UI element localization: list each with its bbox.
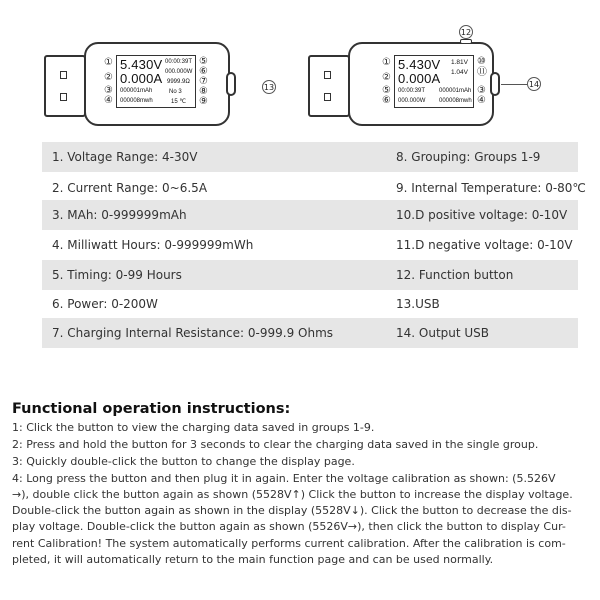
current-readout: 0.000A: [398, 71, 441, 86]
usb-hole: [60, 93, 67, 101]
spec-row: [42, 142, 578, 172]
usb-hole: [324, 71, 331, 79]
group-readout: No 3: [169, 89, 182, 95]
spec-right: 12. Function button: [396, 268, 514, 282]
current-readout: 0.000A: [120, 71, 163, 86]
spec-row: [42, 260, 578, 290]
time-readout: 00:00:39T: [165, 59, 193, 65]
spec-row: [42, 200, 578, 230]
lcd-screen-left: [116, 55, 196, 108]
spec-row: [42, 173, 586, 203]
spec-row: [42, 318, 578, 348]
mah-readout: 000001mAh: [120, 88, 153, 94]
dplus-readout: 1.81V: [451, 59, 468, 66]
spec-right: 9. Internal Temperature: 0-80℃: [396, 181, 586, 195]
output-port-left: [226, 72, 236, 96]
marker-2: ②: [104, 72, 113, 83]
marker-1: ①: [382, 57, 391, 68]
marker-7: ⑦: [199, 76, 208, 87]
spec-left: 3. MAh: 0-999999mAh: [52, 208, 187, 222]
marker-8: ⑧: [199, 86, 208, 97]
instruction-line: play voltage. Double-click the button again as shown (5526V→), then click the button to display Cur-: [12, 520, 566, 533]
time-readout: 00:00:39T: [398, 88, 426, 94]
marker-3: ③: [477, 85, 486, 96]
marker-6: ⑥: [199, 66, 208, 77]
output-port-right: [490, 72, 500, 96]
spec-row: [42, 289, 578, 319]
spec-left: 4. Milliwatt Hours: 0-999999mWh: [52, 238, 254, 252]
instructions-title: Functional operation instructions:: [12, 401, 291, 417]
mah-readout: 000001mAh: [439, 88, 472, 94]
spec-left: 5. Timing: 0-99 Hours: [52, 268, 182, 282]
voltage-readout: 5.430V: [120, 57, 163, 72]
mwh-readout: 000008mwh: [439, 98, 472, 104]
spec-left: 1. Voltage Range: 4-30V: [52, 150, 198, 164]
voltage-readout: 5.430V: [398, 57, 441, 72]
leader-line: [501, 84, 527, 85]
usb-hole: [324, 93, 331, 101]
dminus-readout: 1.04V: [451, 69, 468, 76]
marker-10: ⑩: [477, 56, 486, 67]
marker-5: ⑤: [382, 85, 391, 96]
marker-6: ⑥: [382, 95, 391, 106]
instruction-line: 2: Press and hold the button for 3 seconds to clear the charging data saved in the single group.: [12, 438, 539, 451]
marker-11: ⑪: [477, 67, 487, 78]
instruction-line: 4: Long press the button and then plug it in again. Enter the voltage calibration as shown: (5.526V: [12, 472, 556, 485]
power-readout: 000.000W: [398, 98, 426, 104]
lcd-screen-right: [394, 55, 474, 108]
marker-4: ④: [104, 95, 113, 106]
spec-right: 13.USB: [396, 297, 440, 311]
instruction-line: pleted, it will automatically return to the main function page and can be used normally.: [12, 553, 494, 566]
marker-5: ⑤: [199, 56, 208, 67]
spec-left: 2. Current Range: 0~6.5A: [52, 181, 208, 195]
marker-2: ②: [382, 72, 391, 83]
marker-4: ④: [477, 95, 486, 106]
usb-hole: [60, 71, 67, 79]
usb-plug-left: [44, 55, 86, 117]
usb-plug-right: [308, 55, 350, 117]
marker-9: ⑨: [199, 96, 208, 107]
callout-output: [527, 77, 541, 91]
instruction-line: Double-click the button again as shown in the display (5528V↓). Click the button to decrease the dis-: [12, 504, 572, 517]
instruction-line: rent Calibration! The system automatically performs current calibration. After the calibration is com-: [12, 537, 566, 550]
marker-3: ③: [104, 85, 113, 96]
spec-right: 11.D negative voltage: 0-10V: [396, 238, 573, 252]
spec-right: 14. Output USB: [396, 326, 490, 340]
function-button[interactable]: [460, 39, 472, 44]
spec-left: 7. Charging Internal Resistance: 0-999.9 Ohms: [52, 326, 334, 340]
instruction-line: 1: Click the button to view the charging data saved in groups 1-9.: [12, 421, 375, 434]
temp-readout: 15 ℃: [171, 99, 187, 105]
spec-row: [42, 230, 578, 260]
marker-1: ①: [104, 57, 113, 68]
callout-button-label: 12: [460, 27, 472, 37]
callout-button: [459, 25, 473, 39]
callout-usb: [262, 80, 276, 94]
instruction-line: 3: Quickly double-click the button to change the display page.: [12, 455, 355, 468]
spec-right: 8. Grouping: Groups 1-9: [396, 150, 541, 164]
power-readout: 000.000W: [165, 69, 193, 75]
resistance-readout: 9999.9Ω: [167, 79, 190, 85]
mwh-readout: 000008mwh: [120, 98, 153, 104]
instruction-line: →), double click the button again as shown (5528V↑) Click the button to increase the display voltage.: [12, 488, 573, 501]
callout-usb-label: 13: [263, 82, 275, 92]
callout-output-label: 14: [528, 79, 540, 89]
spec-right: 10.D positive voltage: 0-10V: [396, 208, 568, 222]
spec-left: 6. Power: 0-200W: [52, 297, 158, 311]
